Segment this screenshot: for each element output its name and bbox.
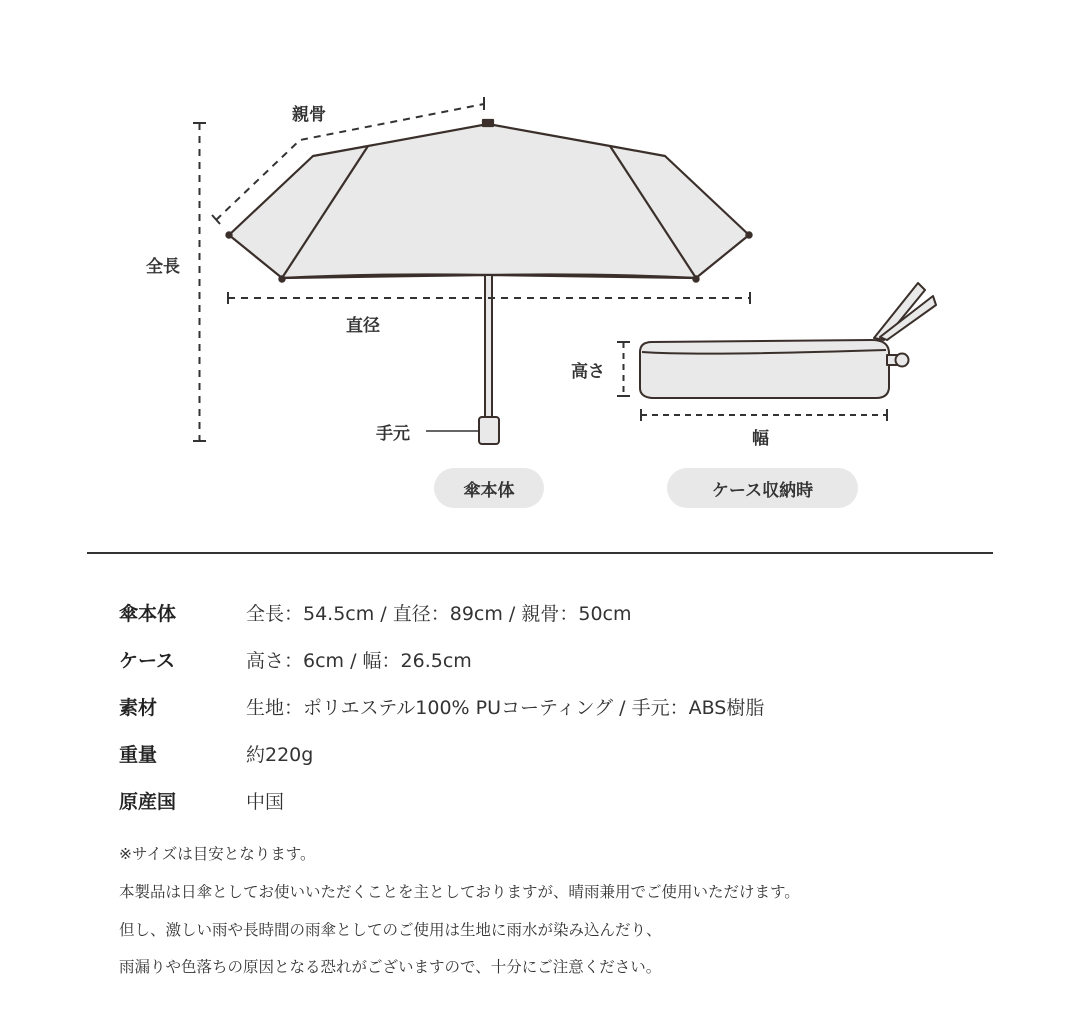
umbrella-canopy bbox=[226, 120, 751, 282]
note-line: 本製品は日傘としてお使いいただくことを主としておりますが、晴雨兼用でご使用いただけます。 bbox=[119, 883, 800, 901]
case-height-dimension bbox=[617, 342, 630, 396]
spec-value: 高さ：6cm / 幅：26.5cm bbox=[246, 649, 472, 672]
spec-value: 生地：ポリエステル100% PUコーティング / 手元：ABS樹脂 bbox=[246, 696, 765, 719]
case-tag: ケース収納時 bbox=[667, 468, 858, 508]
note-line: ※サイズは目安となります。 bbox=[119, 845, 316, 863]
umbrella-shaft bbox=[479, 275, 499, 444]
rib-label: 親骨 bbox=[292, 105, 326, 125]
spec-value: 全長：54.5cm / 直径：89cm / 親骨：50cm bbox=[246, 602, 632, 625]
spec-key: 原産国 bbox=[119, 790, 177, 813]
total-length-dimension bbox=[193, 123, 206, 441]
spec-key: 重量 bbox=[119, 743, 158, 766]
case-width-label: 幅 bbox=[752, 429, 769, 449]
umbrella-case bbox=[640, 283, 936, 398]
note-line: 但し、激しい雨や長時間の雨傘としてのご使用は生地に雨水が染み込んだり、 bbox=[119, 921, 662, 939]
spec-value: 約220g bbox=[246, 743, 314, 766]
case-height-label: 高さ bbox=[571, 362, 605, 382]
spec-value: 中国 bbox=[246, 790, 285, 813]
total-length-label: 全長 bbox=[146, 257, 180, 277]
spec-key: ケース bbox=[119, 649, 176, 672]
case-width-dimension bbox=[641, 409, 887, 421]
note-line: 雨漏りや色落ちの原因となる恐れがございますので、十分にご注意ください。 bbox=[119, 958, 662, 976]
umbrella-tag: 傘本体 bbox=[434, 468, 544, 508]
spec-key: 素材 bbox=[119, 696, 158, 719]
spec-key: 傘本体 bbox=[119, 602, 177, 625]
diameter-label: 直径 bbox=[346, 316, 380, 336]
section-divider bbox=[87, 552, 993, 554]
handle-label: 手元 bbox=[376, 424, 410, 444]
